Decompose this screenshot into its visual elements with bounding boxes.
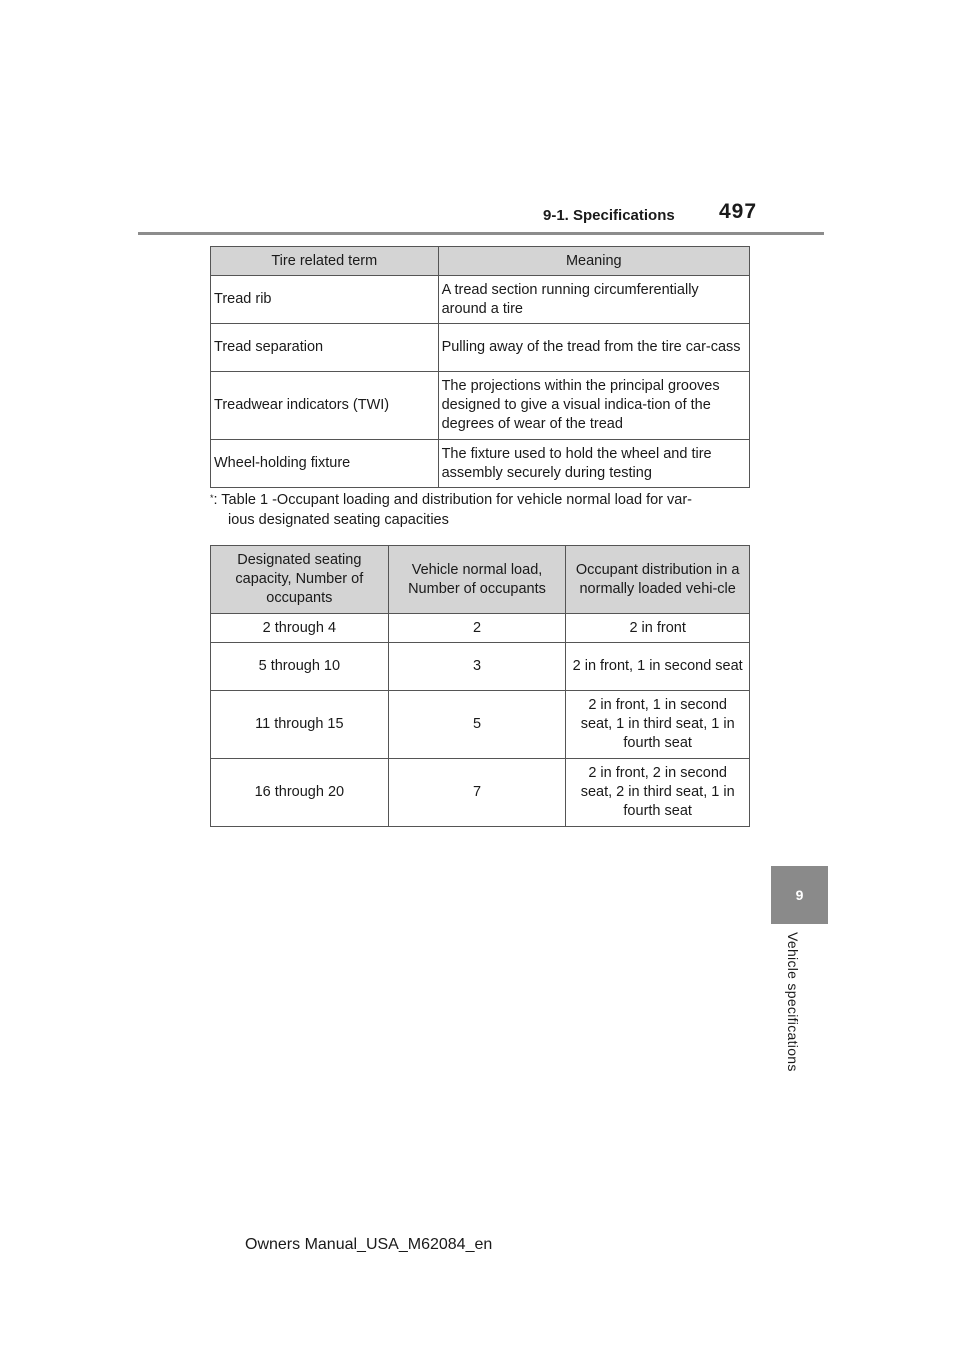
tire-terms-table: [210, 246, 750, 488]
load-cell: 2: [388, 614, 566, 643]
table-row: [211, 759, 750, 827]
column-header-normal-load: Vehicle normal load, Number of occupants: [388, 546, 566, 614]
table-row: [211, 614, 750, 643]
capacity-cell: 5 through 10: [211, 643, 389, 691]
meaning-cell: The projections within the principal grooves designed to give a visual indica-tion of the degrees of wear of the tread: [438, 372, 749, 440]
table-row: [211, 440, 750, 488]
header-divider: [138, 232, 824, 235]
load-cell: 5: [388, 691, 566, 759]
column-header-term: Tire related term: [211, 247, 439, 276]
column-header-capacity: Designated seating capacity, Number of occupants: [211, 546, 389, 614]
table-header-row: [211, 546, 750, 614]
term-cell: Tread separation: [211, 324, 439, 372]
table-row: [211, 276, 750, 324]
meaning-cell: Pulling away of the tread from the tire car-cass: [438, 324, 749, 372]
table-row: [211, 372, 750, 440]
table-header-row: [211, 247, 750, 276]
page-number: 497: [719, 200, 758, 223]
distribution-cell: 2 in front, 2 in second seat, 2 in third seat, 1 in fourth seat: [566, 759, 750, 827]
term-cell: Wheel-holding fixture: [211, 440, 439, 488]
footnote-line-1: : Table 1 -Occupant loading and distribution for vehicle normal load for var-: [213, 492, 693, 508]
distribution-cell: 2 in front: [566, 614, 750, 643]
occupant-loading-table: [210, 545, 750, 827]
capacity-cell: 11 through 15: [211, 691, 389, 759]
table-footnote: [210, 490, 755, 530]
meaning-cell: A tread section running circumferentially around a tire: [438, 276, 749, 324]
capacity-cell: 16 through 20: [211, 759, 389, 827]
footnote-line-2: ious designated seating capacities: [228, 512, 449, 528]
distribution-cell: 2 in front, 1 in second seat: [566, 643, 750, 691]
column-header-distribution: Occupant distribution in a normally loaded vehi-cle: [566, 546, 750, 614]
meaning-cell: The fixture used to hold the wheel and tire assembly securely during testing: [438, 440, 749, 488]
term-cell: Treadwear indicators (TWI): [211, 372, 439, 440]
manual-id-footer: Owners Manual_USA_M62084_en: [245, 1236, 493, 1253]
table-row: [211, 643, 750, 691]
term-cell: Tread rib: [211, 276, 439, 324]
load-cell: 7: [388, 759, 566, 827]
footnote-marker: *: [210, 493, 214, 503]
table-row: [211, 691, 750, 759]
load-cell: 3: [388, 643, 566, 691]
column-header-meaning: Meaning: [438, 247, 749, 276]
section-title: 9-1. Specifications: [543, 207, 675, 224]
table-row: [211, 324, 750, 372]
capacity-cell: 2 through 4: [211, 614, 389, 643]
chapter-tab[interactable]: 9: [771, 866, 828, 924]
distribution-cell: 2 in front, 1 in second seat, 1 in third seat, 1 in fourth seat: [566, 691, 750, 759]
chapter-label: Vehicle specifications: [785, 932, 801, 1072]
